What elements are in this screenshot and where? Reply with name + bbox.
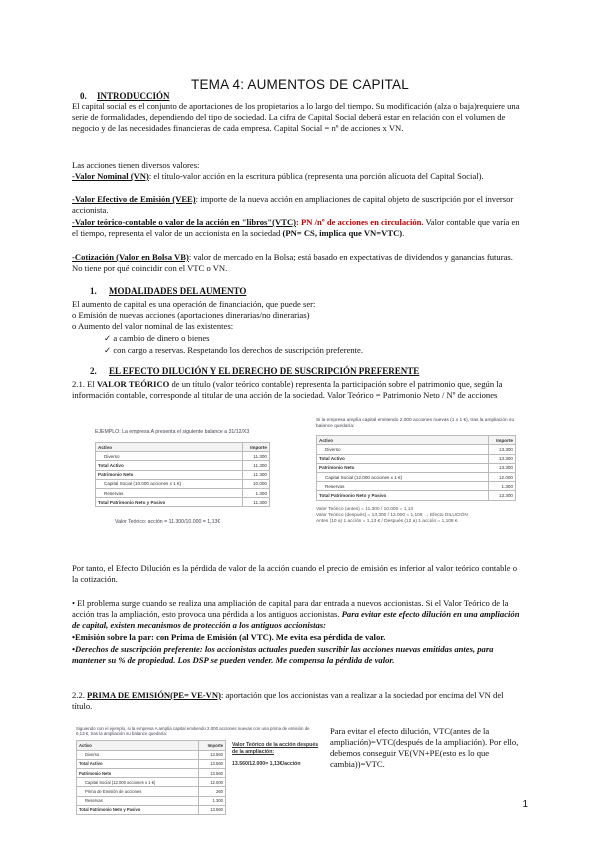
- valor-teorico-calc: 13.560/12.000= 1,13€/acción: [232, 760, 301, 767]
- example-note: Antes (10 a) 1 acción = 1,13 € / Después (12 a) 1 acción = 1,108 €: [316, 518, 458, 524]
- value-vee: -Valor Efectivo de Emisión (VEE): importe de la nueva acción en ampliaciones de capital objeto de suscripción por el inversor accionista.: [72, 194, 514, 215]
- balance-table: Activo Importe Diverso 11.300 Total Activo 11.300 Patrimonio Neto 11.300 Capital Social (10.000 acciones x 1 €) 10.000 Reservas 1.300 Total Patrimonio Neto y Pasivo 11.300: [95, 442, 270, 507]
- protection-bullet-premium: •Emisión sobre la par: con Prima de Emisión (al VTC). Me evita esa pérdida de valor.: [72, 632, 386, 642]
- page-title: TEMA 4: AUMENTOS DE CAPITAL: [191, 77, 409, 92]
- table-header: Importe: [243, 443, 270, 452]
- example-note: Valor Teórico (después) = 13.300 / 12.000 = 1,108 → Efecto DILUCIÓN: [316, 512, 468, 518]
- section-title: EL EFECTO DILUCIÓN Y EL DERECHO DE SUSCRIPCIÓN PREFERENTE: [109, 366, 420, 376]
- table-header: Activo: [77, 741, 199, 750]
- check-item: ✓ con cargo a reservas. Respetando los derechos de suscripción preferente.: [104, 345, 364, 355]
- section-number: 1.: [90, 286, 97, 296]
- example-1-balance: [95, 429, 270, 525]
- modality-item: o Aumento del valor nominal de las existentes:: [72, 321, 234, 331]
- section-number: 0.: [80, 91, 87, 101]
- example-note: Valor Teórico (antes) = 11.300 / 10.000 = 1,13: [316, 506, 414, 512]
- balance-table: Activo Importe Diverso 13.300 Total Activo 13.300 Patrimonio Neto 13.300 Capital Social (12.000 acciones x 1 €) 12.000 Reservas 1.300 Total Patrimonio Neto y Pasivo 13.300: [316, 435, 516, 500]
- section-number: 2.: [90, 366, 97, 376]
- modality-item: o Emisión de nuevas acciones (aportaciones dinerarias/no dinerarias): [72, 310, 310, 320]
- table-header: Activo: [317, 436, 489, 445]
- value-vtc: -Valor teórico-contable o valor de la acción en "libros"(VTC): PN /nº de acciones en circulación. Valor contable que varía en el tiempo, representa el valor de un accionista en la sociedad (PN= CS, implica que VN=VTC).: [72, 217, 520, 238]
- page-number: 1: [522, 799, 528, 810]
- example-caption: Si la empresa amplía capital emitiendo 2.000 acciones nuevas (1 x 1 €), tras la ampliación su balance quedaría:: [316, 418, 515, 429]
- table-header: Importe: [489, 436, 516, 445]
- section-1-heading: [90, 286, 246, 296]
- section-title: MODALIDADES DEL AUMENTO: [109, 286, 247, 296]
- example-footnote: Valor Teórico: acción = 11.300/10.000 = 1,13€: [115, 519, 221, 526]
- protection-bullet-dsp: •Derechos de suscripción preferente: los accionistas actuales pueden suscribir las acciones nuevas emitidas antes, para mantener su % de propiedad. Los DSP se pueden vender. Me compensa la pérdida de valor.: [72, 644, 494, 665]
- intro-paragraph: El capital social es el conjunto de aportaciones de los propietarios a lo largo del tiempo. Su modificación (alza o baja)requiere una serie de formalidades, dependiendo del tipo de sociedad. La cifra de Capital Social deberá estar en relación con el volumen de negocio y de las necesidades financieras de cada empresa. Capital Social = nº de acciones x VN.: [72, 101, 520, 133]
- balance-table: Activo Importe Diverso 13.560 Total Activo 13.560 Patrimonio Neto 13.560 Capital Social (12.000 acciones x 1 €) 12.000 Prima de Emisión de acciones 260 Reservas 1.300 Total Patrimonio Neto y Pasivo 13.560: [76, 740, 226, 815]
- valor-teorico-paragraph: 2.1. El VALOR TEÓRICO de un título (valor teórico contable) representa la participación sobre el patrimonio que, según la información contable, corresponde al titular de una acción de la sociedad. Valor Teórico = Patrimonio Neto / Nº de acciones: [72, 379, 503, 400]
- modalities-intro: El aumento de capital es una operación de financiación, que puede ser:: [72, 299, 316, 309]
- value-vn: -Valor Nominal (VN): el título-valor acción en la escritura pública (representa una porción alícuota del Capital Social).: [72, 171, 484, 181]
- prima-emision-paragraph: 2.2. PRIMA DE EMISIÓN(PE= VE-VN): aportación que los accionistas van a realizar a la sociedad por encima del VN del título.: [72, 690, 504, 711]
- example-3-balance: [76, 726, 326, 815]
- section-0-heading: [80, 91, 170, 101]
- table-header: Activo: [96, 443, 243, 452]
- section-title: INTRODUCCIÓN: [97, 91, 170, 101]
- check-item: ✓ a cambio de dinero o bienes: [104, 333, 210, 343]
- dilution-paragraph: Por tanto, el Efecto Dilución es la pérdida de valor de la acción cuando el precio de emisión es inferior al valor teórico contable o la cotización.: [72, 563, 518, 584]
- example-caption: EJEMPLO: La empresa A presenta el siguiente balance a 31/12/X3: [95, 429, 250, 435]
- example-caption: Siguiendo con el ejemplo, si la empresa A amplía capital emitiendo 2.000 acciones nuevas con una prima de emisión de 0,13 €, tras la ampliación su balance quedaría:: [76, 726, 310, 737]
- valor-teorico-title: Valor Teórico de la acción después de la ampliación:: [232, 742, 319, 755]
- side-note: Para evitar el efecto dilución, VTC(antes de la ampliación)=VTC(después de la ampliación). Por ello, debemos conseguir VE(VN+PE(esto es lo que cambia))=VTC.: [330, 726, 519, 769]
- table-header: Importe: [199, 741, 226, 750]
- section-2-heading: [90, 366, 419, 376]
- values-intro: Las acciones tienen diversos valores:: [72, 160, 200, 170]
- value-vb: -Cotización (Valor en Bolsa VB): valor de mercado en la Bolsa; está basado en expectativas de dividendos y ganancias futuras. No tiene por qué coincidir con el VTC o VN.: [72, 252, 513, 273]
- problem-paragraph: • El problema surge cuando se realiza una ampliación de capital para dar entrada a nuevos accionistas. Si el Valor Teórico de la acción tras la ampliación, esto provoca una pérdida a los antiguos accionistas. Para evitar este efecto dilución en una ampliación de capital, existen mecanismos de protección a los antiguos accionistas:: [72, 598, 520, 630]
- example-2-balance: [316, 418, 516, 525]
